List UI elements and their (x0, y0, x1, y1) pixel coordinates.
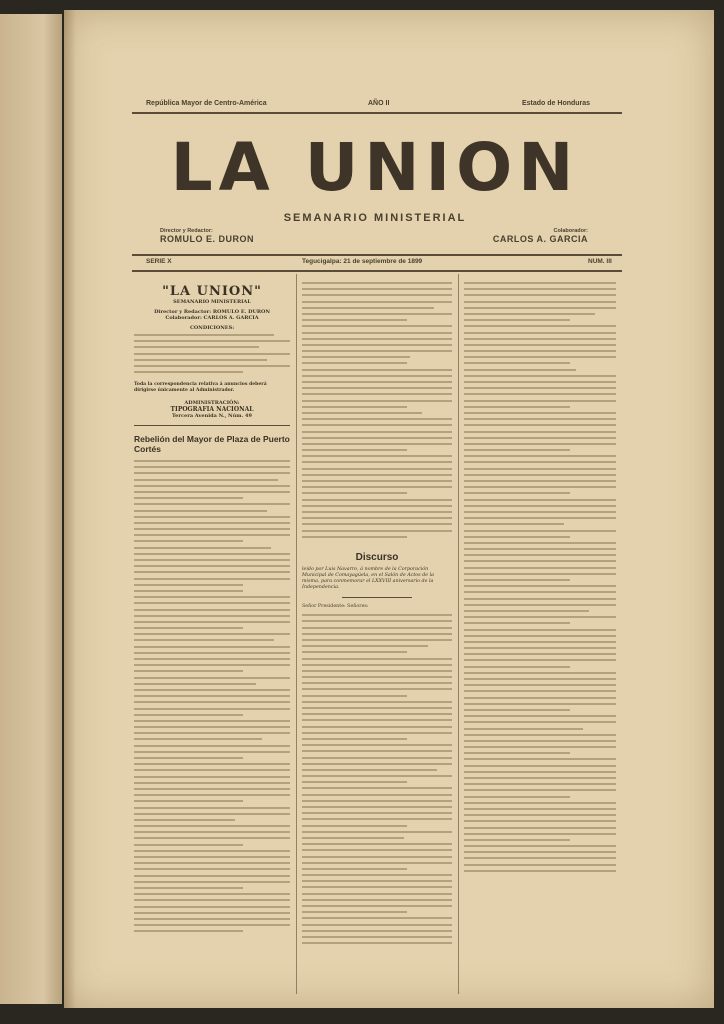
column-divider-1 (296, 274, 297, 994)
column-2 (302, 278, 452, 949)
box-address: Tercera Avenida N., Núm. 49 (172, 413, 252, 419)
column-3-text (464, 282, 616, 892)
director-name: ROMULO E. DURON (160, 234, 254, 244)
box-director: Director y Redactor: ROMULO E. DURON (154, 309, 270, 315)
issue-dateline: Tegucigalpa: 21 de septiembre de 1899 (302, 258, 423, 265)
column-1 (134, 278, 290, 935)
masthead-rule (132, 112, 622, 114)
issue-rule-bottom (132, 270, 622, 272)
masthead-republic: República Mayor de Centro-América (146, 100, 267, 107)
discurso-heading: Discurso (355, 552, 399, 563)
box-admin-label: ADMINISTRACIÓN: (184, 400, 240, 406)
newspaper-title: LA UNION (170, 129, 580, 206)
box-collaborator: Colaborador: CARLOS A. GARCIA (165, 315, 259, 321)
director-credit (160, 228, 254, 244)
masthead-year: AÑO II (368, 100, 390, 107)
issue-series: SERIE X (146, 258, 172, 265)
director-role: Director y Redactor: (160, 228, 213, 234)
column-divider-2 (458, 274, 459, 994)
box-subtitle: SEMANARIO MINISTERIAL (173, 299, 251, 305)
box-rule (134, 425, 290, 426)
rebellion-heading: Rebelión del Mayor de Plaza de Puerto Cortés (134, 434, 290, 454)
issue-rule-top (132, 254, 622, 256)
discurso-rule (342, 597, 412, 598)
rebellion-article-text (134, 460, 290, 935)
box-title: "LA UNION" (162, 284, 262, 299)
discurso-text (302, 614, 452, 949)
issue-number: NUM. III (588, 258, 612, 265)
collaborator-credit (478, 228, 588, 244)
conditions-text (134, 334, 290, 382)
discurso-salutation: Señor Presidente: Señores: (302, 604, 369, 609)
continued-article-text (302, 282, 452, 542)
box-conditions: CONDICIONES: (189, 325, 235, 331)
masthead-state: Estado de Honduras (522, 100, 591, 107)
box-note: Toda la correspondencia relativa á anuncios deberá dirigirse únicamente al Administrador. (134, 382, 267, 393)
page-fold-shadow (64, 10, 76, 1008)
column-3 (464, 278, 616, 892)
discurso-intro: leído por Luis Navarro, á nombre de la Corporación Municipal de Comayagüela, en el Salón de Actos de la misma, para conmemorar el LXXVIII aniversario de la Independencia. (302, 567, 434, 590)
box-printer: TIPOGRAFIA NACIONAL (170, 406, 254, 413)
collaborator-role: Colaborador: (553, 228, 588, 234)
masthead-top-line (86, 100, 676, 112)
adjacent-page-edge (0, 14, 62, 1004)
issue-line (132, 258, 622, 268)
collaborator-name: CARLOS A. GARCIA (492, 234, 588, 244)
newspaper-subtitle: SEMANARIO MINISTERIAL (283, 212, 467, 224)
